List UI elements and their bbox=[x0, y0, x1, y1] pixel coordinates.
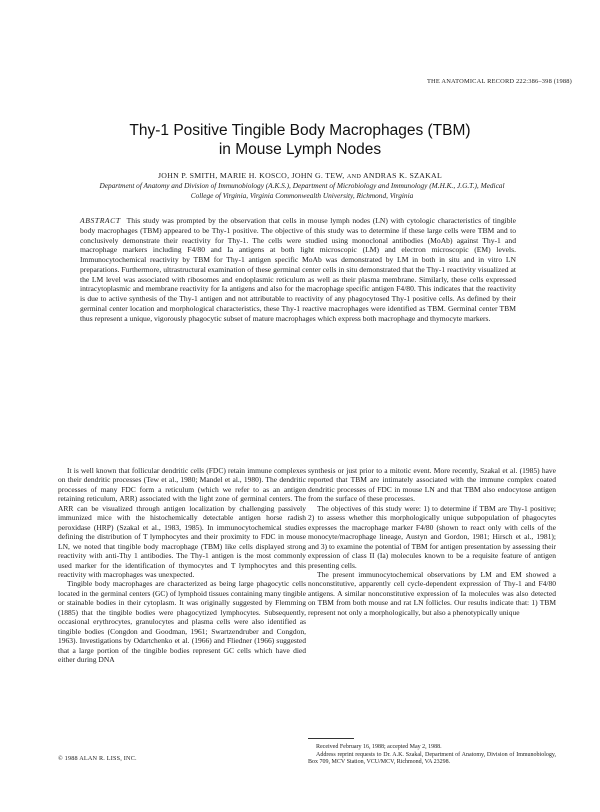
footnote-divider bbox=[308, 738, 354, 739]
title-line-1: Thy-1 Positive Tingible Body Macrophages (TBM) bbox=[129, 122, 471, 139]
abstract-label: ABSTRACT bbox=[80, 216, 121, 225]
title-line-2: in Mouse Lymph Nodes bbox=[218, 140, 382, 158]
body-paragraph: Tingible body macrophages are characterized as being large phagocytic cells located in the germinal centers (GC) of lymphoid tissues containing many tingible or stainable bodies in their cytoplasm. It was originally suggested by Flemming (1885) that the tingible bodies were phagocytized lymphocytes. Subsequently, occasional erythrocytes, granulocytes and plasma cells were also identified as tingible bodies (Congdon and Goodman, 1961; Swartzendruber and Congdon, 1963). Investigations by Odartchenko et al. (1966) and Fliedner (1966) suggested that a large portion of the tingible bodies represent GC cells which have died either during DNA bbox=[58, 579, 306, 665]
author-last-name: ANDRAS K. SZAKAL bbox=[362, 171, 443, 180]
body-paragraph: The objectives of this study were: 1) to determine if TBM are Thy-1 positive; 2) to assess whether this morphologically unique subpopulation of phagocytes expresses the macrophage marker F4/80 (shown to react only with cells of the monocyte/macrophage lineage, Austyn and Gordon, 1981; Hirsch et al., 1981); and 3) to examine the potential of TBM for antigen presentation by assessing their expression of class II (Ia) molecules known to be a requisite feature of antigen presenting cells. bbox=[308, 503, 556, 570]
author-names: JOHN P. SMITH, MARIE H. KOSCO, JOHN G. TEW, bbox=[157, 171, 345, 180]
footnote-address: Address reprint requests to Dr. A.K. Szakal, Department of Anatomy, Division of Immunobiology, Box 709, MCV Station, VCU/MCV, Richmond, VA 23298. bbox=[308, 751, 556, 766]
abstract-text: This study was prompted by the observation that cells in mouse lymph nodes (LN) with cytologic characteristics of tingible body macrophages (TBM) appeared to be Thy-1 positive. The objective of this study was to determine if these large cells were TBM and to conclusively demonstrate their reactivity for Thy-1. The cells were studied using monoclonal antibodies (MoAb) against Thy-1 and macrophage markers including F4/80 and Ia antigens at both light microscopic (LM) and electron microscopic (EM) levels. Immunocytochemical reactivity by TBM for Thy-1 antigen specific MoAb was demonstrated by LM in both in situ and in vitro LN preparations. Furthermore, ultrastructural examination of these germinal center cells in situ demonstrated that the Thy-1 reactivity visualized at the LM level was associated with ribosomes and endoplasmic reticulum as well as their plasma membrane. Similarly, these cells expressed intracytoplasmic and membrane reactivity for Ia antigens and also for the macrophage specific antigen F4/80. This indicates that the reactivity is due to active synthesis of the Thy-1 antigen and not attributable to reactivity of any phagocytosed Thy-1 positive cells. As defined by their germinal center location and morphological characteristics, these Thy-1 reactive macrophages were identified as TBM. Germinal center TBM thus represent a unique, vigorously phagocytic subset of mature macrophages which express both macrophage and thymocyte markers. bbox=[80, 216, 516, 323]
abstract bbox=[80, 216, 516, 323]
author-conjunction: AND bbox=[346, 173, 362, 180]
body-paragraph: The present immunocytochemical observations by LM and EM showed a nonconstitutive, apparently cell cycle-dependent expression of Thy-1 and F4/80 antigens. A similar nonconstitutive expression of Ia molecules was also detected on TBM from both mouse and rat LN follicles. Our results indicate that: 1) TBM represent not only a morphologically, but also a phenotypically unique bbox=[308, 569, 556, 617]
body-column-right bbox=[308, 466, 556, 617]
footnote-received: Received February 16, 1988; accepted May 2, 1988. bbox=[316, 744, 442, 750]
body-paragraph-continued: synthesis or just prior to a mitotic event. More recently, Szakal et al. (1985) have reported that TBM are intimately associated with the immune complex coated dendritic processes of FDC in mouse LN and that TBM also endocytose antigen from the surface of these processes. bbox=[308, 466, 556, 504]
body-column-left bbox=[58, 466, 306, 665]
footnotes bbox=[308, 744, 556, 767]
body-paragraph: It is well known that follicular dendritic cells (FDC) retain immune complexes on their dendritic processes (Tew et al., 1980; Mandel et al., 1980). The dendritic processes of many FDC form a reticulum (which we refer to as an antigen retaining reticulum, ARR) associated with the light zone of germinal centers. The ARR can be visualized through antigen localization by challenging passively immunized mice with the histochemically detectable antigen horse radish peroxidase (HRP) (Szakal et al., 1983, 1985). In immunocytochemical studies defining the distribution of T lymphocytes and their proximity to FDC in mouse LN, we noted that tingible body macrophage (TBM) like cells displayed strong reactivity with anti-Thy 1 antibodies. The Thy-1 antigen is the most commonly used marker for the identification of thymocytes and T lymphocytes and this reactivity with macrophages was unexpected. bbox=[58, 466, 306, 579]
copyright-notice: © 1988 ALAN R. LISS, INC. bbox=[58, 755, 137, 762]
article-title bbox=[0, 122, 600, 159]
running-head: THE ANATOMICAL RECORD 222:386–398 (1988) bbox=[426, 78, 572, 85]
author-list bbox=[0, 171, 600, 180]
author-affiliation: Department of Anatomy and Division of Immunobiology (A.K.S.), Department of Microbiology and Immunology (M.H.K., J.G.T.), Medical College of Virginia, Virginia Commonwealth University, Richmond, Virginia bbox=[99, 181, 505, 200]
